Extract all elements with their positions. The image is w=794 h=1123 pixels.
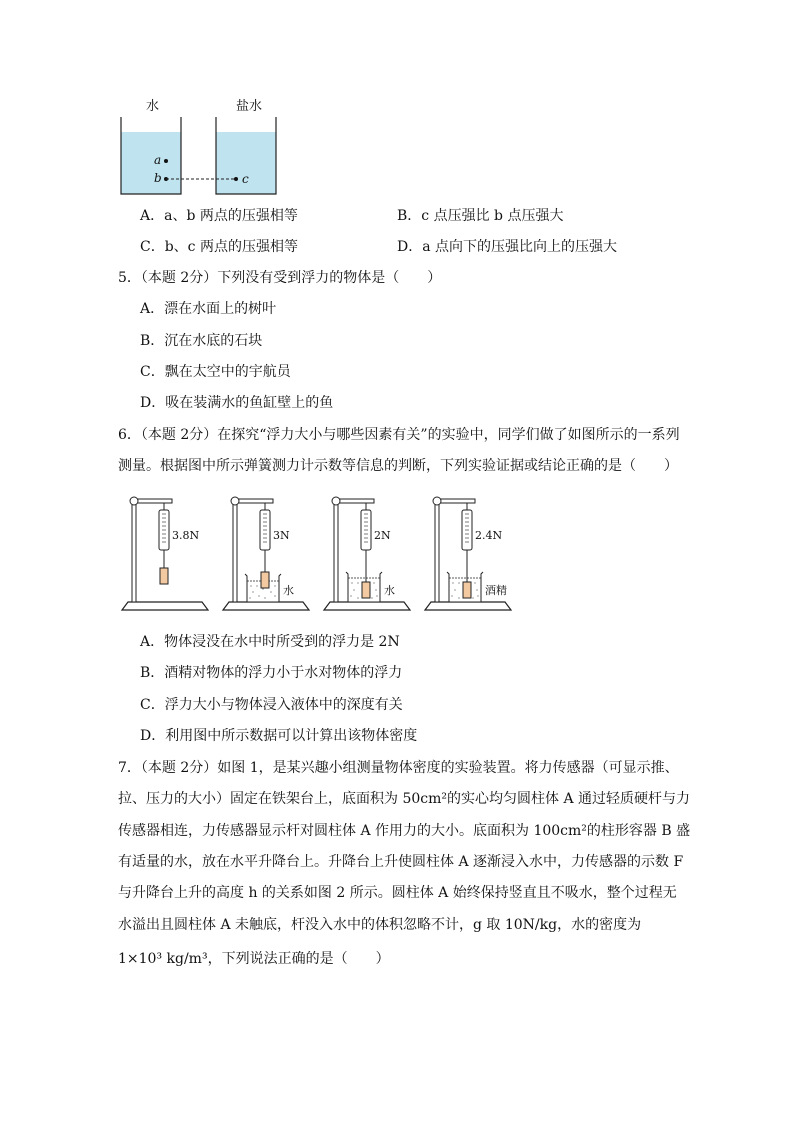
q7-stem-line-4: 有适量的水，放在水平升降台上。升降台上升使圆柱体 A 逐渐浸入水中，力传感器的示数 F bbox=[118, 854, 684, 870]
reading-2: 3N bbox=[273, 529, 290, 542]
q7-stem-line-5: 与升降台上升的高度 h 的关系如图 2 所示。圆柱体 A 始终保持竖直且不吸水，整个过程无 bbox=[118, 885, 677, 901]
point-a-label: a bbox=[154, 153, 162, 167]
object-block-1 bbox=[160, 568, 168, 584]
reading-1: 3.8N bbox=[172, 529, 200, 542]
stand-4 bbox=[425, 497, 511, 610]
stand-2 bbox=[223, 497, 309, 610]
stand-1 bbox=[122, 497, 208, 610]
q6-option-d: D．利用图中所示数据可以计算出该物体密度 bbox=[140, 728, 418, 744]
q4-beaker-figure bbox=[110, 95, 290, 200]
q5-option-b: B．沉在水底的石块 bbox=[140, 333, 263, 349]
point-b-label: b bbox=[154, 171, 162, 185]
object-block-4 bbox=[463, 582, 471, 598]
q6-stem-line-1: 6．（本题 2分）在探究“浮力大小与哪些因素有关”的实验中，同学们做了如图所示的一系列 bbox=[118, 427, 680, 443]
water-fill bbox=[121, 132, 181, 194]
q4-option-a: A．a、b 两点的压强相等 bbox=[140, 208, 298, 224]
liquid-label-3: 水 bbox=[384, 584, 395, 597]
left-beaker-label: 水 bbox=[146, 99, 160, 114]
liquid-label-4: 酒精 bbox=[485, 584, 507, 597]
stand-3 bbox=[324, 497, 410, 610]
q7-stem-line-3: 传感器相连，力传感器显示杆对圆柱体 A 作用力的大小。底面积为 100cm²的柱形容器 B 盛 bbox=[118, 823, 691, 839]
q4-option-d: D．a 点向下的压强比向上的压强大 bbox=[397, 239, 618, 255]
point-a bbox=[164, 159, 168, 163]
q5-option-c: C．飘在太空中的宇航员 bbox=[140, 364, 291, 380]
q5-option-d: D．吸在装满水的鱼缸壁上的鱼 bbox=[140, 395, 334, 411]
q6-spring-balance-figure bbox=[118, 488, 518, 618]
object-block-2 bbox=[261, 572, 269, 588]
right-beaker-label: 盐水 bbox=[236, 99, 263, 114]
q6-option-b: B．酒精对物体的浮力小于水对物体的浮力 bbox=[140, 665, 403, 681]
q5-stem: 5．（本题 2分）下列没有受到浮力的物体是（ ） bbox=[118, 270, 442, 286]
q7-stem-line-7: 1×10³ kg/m³，下列说法正确的是（ ） bbox=[118, 951, 390, 967]
reading-3: 2N bbox=[374, 529, 391, 542]
q4-option-b: B．c 点压强比 b 点压强大 bbox=[397, 208, 564, 224]
reading-4: 2.4N bbox=[475, 529, 503, 542]
q7-stem-line-1: 7．（本题 2分）如图 1，是某兴趣小组测量物体密度的实验装置。将力传感器（可显示推、 bbox=[118, 760, 679, 776]
q6-option-a: A．物体浸没在水中时所受到的浮力是 2N bbox=[140, 634, 400, 650]
q7-stem-line-2: 拉、压力的大小）固定在铁架台上，底面积为 50cm²的实心均匀圆柱体 A 通过轻质硬杆与力 bbox=[118, 791, 691, 807]
q7-stem-line-6: 水溢出且圆柱体 A 未触底，杆没入水中的体积忽略不计，g 取 10N/kg，水的密度为 bbox=[118, 917, 642, 933]
point-c bbox=[234, 177, 238, 181]
object-block-3 bbox=[362, 582, 370, 598]
q6-stem-line-2: 测量。根据图中所示弹簧测力计示数等信息的判断，下列实验证据或结论正确的是（ ） bbox=[118, 458, 678, 474]
q4-option-c: C．b、c 两点的压强相等 bbox=[140, 239, 298, 255]
liquid-label-2: 水 bbox=[283, 584, 294, 597]
point-c-label: c bbox=[242, 172, 249, 186]
q5-option-a: A．漂在水面上的树叶 bbox=[140, 301, 277, 317]
q6-option-c: C．浮力大小与物体浸入液体中的深度有关 bbox=[140, 697, 403, 713]
